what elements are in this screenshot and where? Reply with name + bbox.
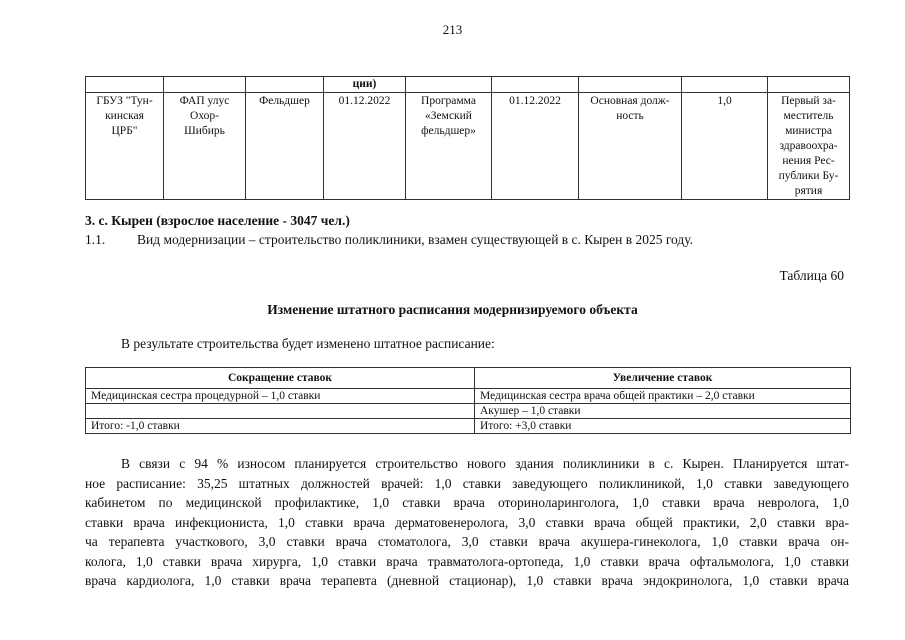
cell-line: кинская (105, 110, 144, 122)
cell-line: ФАП улус (179, 95, 230, 107)
table-cell (246, 77, 324, 93)
paragraph-line: В связи с 94 % износом планируется строительство нового здания поликлиники в с. Кырен. Планируется штат- (121, 456, 849, 471)
table-cell (492, 93, 579, 200)
cell-line: меститель (783, 110, 834, 122)
paragraph-line: врача кардиолога, 1,0 ставки врача терапевта (дневной стационар), 1,0 ставки врача эндокринолога, 1,0 ставки врача (85, 573, 849, 588)
cell-line: министра (785, 125, 832, 137)
table-cell (164, 77, 246, 93)
section-heading: 3. с. Кырен (взрослое население - 3047 чел.) (85, 213, 350, 228)
table-cell (682, 77, 768, 93)
table-cell (164, 93, 246, 200)
table-row (86, 93, 850, 200)
cell-line: фельдшер» (421, 125, 476, 137)
table-cell (406, 93, 492, 200)
list-item (85, 232, 693, 248)
table-cell (579, 93, 682, 200)
table-header-row (86, 368, 851, 389)
page-number: 213 (442, 22, 463, 37)
table-cell (406, 77, 492, 93)
table-cell (492, 77, 579, 93)
cell-line: рятия (794, 185, 823, 197)
cell-line: Первый за- (781, 95, 836, 107)
table-cell: Итого: +3,0 ставки (475, 419, 851, 434)
cell-line: публики Бу- (778, 170, 839, 182)
item-text: Вид модернизации – строительство поликлиники, взамен существующей в с. Кырен в 2025 году. (137, 232, 694, 247)
paragraph-line: кабинетом по медицинской профилактике, 1,0 ставки врача оториноларинголога, 1,0 ставки врача невролога, 1,0 (85, 495, 849, 510)
table-cell (86, 93, 164, 200)
paragraph-line: колога, 1,0 ставки врача хирурга, 1,0 ставки врача травматолога-ортопеда, 1,0 ставки врача офтальмолога, 1,0 ставки (85, 553, 849, 569)
table-row (86, 77, 850, 93)
table-cell (579, 77, 682, 93)
table-row (86, 389, 851, 404)
cell-line: ЦРБ" (111, 125, 138, 137)
staffing-table (85, 367, 851, 434)
cell-line: здравоохра- (779, 140, 838, 152)
cell-line: ГБУЗ "Тун- (96, 95, 153, 107)
body-paragraph (85, 454, 849, 591)
column-header: Сокращение ставок (86, 368, 475, 389)
table-cell: ции) (324, 77, 406, 93)
table-cell: Акушер – 1,0 ставки (475, 404, 851, 419)
cell-line: 1,0 (717, 95, 732, 107)
table-cell (768, 93, 850, 200)
table-cell: Итого: -1,0 ставки (86, 419, 475, 434)
cell-line: Шибирь (184, 125, 225, 137)
table-cell: Медицинская сестра процедурной – 1,0 ставки (86, 389, 475, 404)
column-header: Увеличение ставок (475, 368, 851, 389)
table-row (86, 419, 851, 434)
table-cell (86, 77, 164, 93)
cell-line: «Земский (425, 110, 472, 122)
table-cell (768, 77, 850, 93)
cell-line: Основная долж- (590, 95, 670, 107)
table-cell (682, 93, 768, 200)
paragraph-line: ставки врача инфекциониста, 1,0 ставки врача дерматовенеролога, 3,0 ставки врача общей практики, 2,0 ставки вра- (85, 514, 849, 530)
table-cell (324, 93, 406, 200)
cell-line: 01.12.2022 (509, 95, 561, 107)
cell-line: ность (616, 110, 644, 122)
table-title: Изменение штатного расписания модернизируемого объекта (267, 302, 638, 317)
item-number: 1.1. (85, 232, 106, 247)
cell-line: Фельдшер (259, 95, 310, 107)
cell-line: 01.12.2022 (338, 95, 391, 107)
table-cell (86, 404, 475, 419)
cell-line: нения Рес- (782, 155, 835, 167)
table-cell: Медицинская сестра врача общей практики – 2,0 ставки (475, 389, 851, 404)
cell-line: Программа (421, 95, 476, 107)
cell-line: Охор- (190, 110, 219, 122)
table-label: Таблица 60 (779, 268, 844, 283)
table-row (86, 404, 851, 419)
continuation-table (85, 76, 850, 200)
table-cell (246, 93, 324, 200)
paragraph-line: ча терапевта участкового, 3,0 ставки врача стоматолога, 3,0 ставки врача акушера-гинеколога, 1,0 ставки врача он- (85, 534, 849, 549)
paragraph-line: ное расписание: 35,25 штатных должностей врачей: 1,0 ставки заведующего поликлиникой, 1,0 ставки заведующего (85, 475, 849, 491)
intro-text: В результате строительства будет изменено штатное расписание: (121, 336, 495, 351)
